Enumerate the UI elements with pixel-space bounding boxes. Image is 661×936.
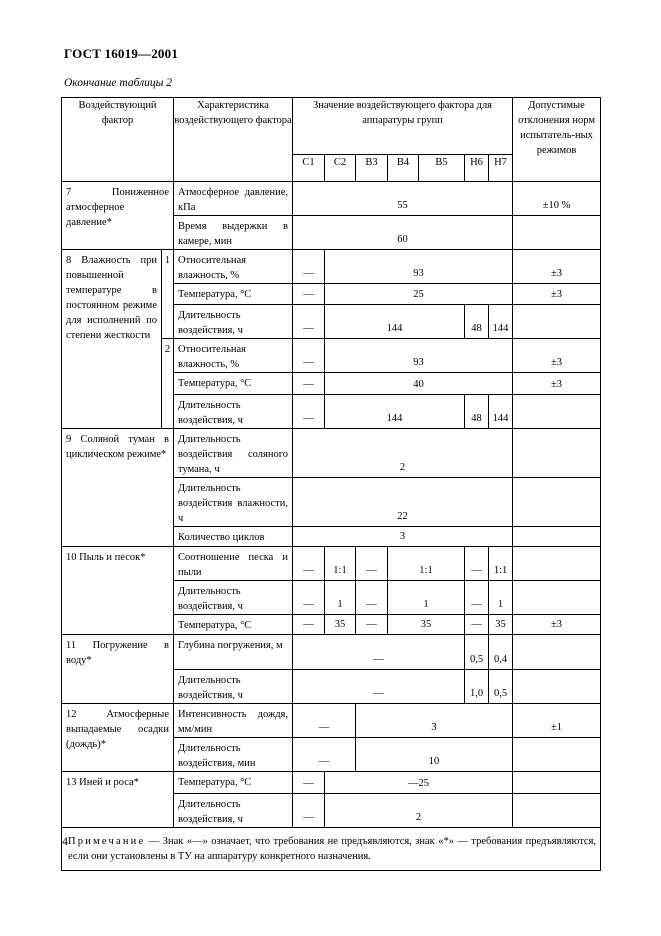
value-9a: 2	[293, 429, 513, 478]
mode-8-2: 2	[162, 339, 174, 429]
v-12b-rest: 10	[356, 738, 513, 772]
v-12a-rest: 3	[356, 704, 513, 738]
char-8-1-temp: Температура, °С	[174, 284, 293, 305]
v-8-1-temp: 25	[325, 284, 513, 305]
v-10a-h6: —	[465, 547, 489, 581]
char-9a: Длительность воздействия соляного тумана, ч	[174, 429, 293, 478]
v-8-2-dur-c1: —	[293, 395, 325, 429]
table-note	[62, 828, 601, 871]
tol-8-2-dur	[513, 395, 601, 429]
v-8-2-hum: 93	[325, 339, 513, 373]
v-8-1-dur: 144	[325, 305, 465, 339]
group-c1: С1	[293, 155, 325, 182]
v-11a-rest: —	[293, 635, 465, 670]
header-tolerance: Допустимые отклонения норм испытатель-ных режимов	[513, 98, 601, 182]
v-8-2-temp-c1: —	[293, 373, 325, 395]
char-10c: Температура, °С	[174, 615, 293, 635]
char-10b: Длительность воздействия, ч	[174, 581, 293, 615]
factor-7: 7 Пониженное атмосферное давление*	[62, 182, 174, 250]
factor-10: 10 Пыль и песок*	[62, 547, 174, 635]
group-h6: Н6	[465, 155, 489, 182]
char-8-2-dur: Длительность воздействия, ч	[174, 395, 293, 429]
table-caption: Окончание таблицы 2	[64, 77, 172, 89]
v-8-1-dur-h6: 48	[465, 305, 489, 339]
v-10b-b3: —	[356, 581, 388, 615]
char-12a: Интенсивность дождя, мм/мин	[174, 704, 293, 738]
tol-11a	[513, 635, 601, 670]
tol-11b	[513, 670, 601, 704]
value-7a: 55	[293, 182, 513, 216]
v-8-2-hum-c1: —	[293, 339, 325, 373]
char-7a: Атмосферное давление, кПа	[174, 182, 293, 216]
tol-8-1-hum: ±3	[513, 250, 601, 284]
v-13a-c1: —	[293, 772, 325, 794]
char-11a: Глубина погружения, м	[174, 635, 293, 670]
char-13b: Длительность воздействия, ч	[174, 794, 293, 828]
v-8-1-dur-h7: 144	[489, 305, 513, 339]
char-9c: Количество циклов	[174, 527, 293, 547]
tol-8-1-temp: ±3	[513, 284, 601, 305]
v-11b-h7: 0,5	[489, 670, 513, 704]
v-8-1-dur-c1: —	[293, 305, 325, 339]
v-8-1-hum-c1: —	[293, 250, 325, 284]
v-10a-b3: —	[356, 547, 388, 581]
tol-9a	[513, 429, 601, 478]
page-number: 4	[62, 834, 68, 848]
v-10c-c2: 35	[325, 615, 356, 635]
tol-13b	[513, 794, 601, 828]
v-11a-h6: 0,5	[465, 635, 489, 670]
v-12a-c: —	[293, 704, 356, 738]
tol-13a	[513, 772, 601, 794]
v-13b-c1: —	[293, 794, 325, 828]
v-12b-c: —	[293, 738, 356, 772]
value-7b: 60	[293, 216, 513, 250]
v-10a-b45: 1:1	[388, 547, 465, 581]
v-13b-rest: 2	[325, 794, 513, 828]
tol-10b	[513, 581, 601, 615]
v-13a-rest: —25	[325, 772, 513, 794]
v-8-2-dur-h7: 144	[489, 395, 513, 429]
factor-13: 13 Иней и роса*	[62, 772, 174, 828]
tol-10a	[513, 547, 601, 581]
tol-8-1-dur	[513, 305, 601, 339]
v-11a-h7: 0,4	[489, 635, 513, 670]
v-8-2-dur-h6: 48	[465, 395, 489, 429]
char-8-2-temp: Температура, °С	[174, 373, 293, 395]
v-10c-h7: 35	[489, 615, 513, 635]
v-10b-c2: 1	[325, 581, 356, 615]
v-10c-c1: —	[293, 615, 325, 635]
factor-12: 12 Атмосферные выпадаемые осадки (дождь)*	[62, 704, 174, 772]
group-b5: В5	[419, 155, 465, 182]
v-10b-h6: —	[465, 581, 489, 615]
v-10c-h6: —	[465, 615, 489, 635]
v-10b-b45: 1	[388, 581, 465, 615]
note-text: — Знак «—» означает, что требования не предъявляются, знак «*» — требования предъявляются, если они установлены в ТУ на аппаратуру конкретного назначения.	[68, 836, 597, 862]
v-10b-h7: 1	[489, 581, 513, 615]
char-7b: Время выдержки в камере, мин	[174, 216, 293, 250]
tol-9b	[513, 478, 601, 527]
v-11b-h6: 1,0	[465, 670, 489, 704]
v-8-1-hum: 93	[325, 250, 513, 284]
group-h7: Н7	[489, 155, 513, 182]
tol-7b	[513, 216, 601, 250]
tol-8-2-temp: ±3	[513, 373, 601, 395]
header-values: Значение воздействующего фактора для аппаратуры групп	[293, 98, 513, 155]
document-title: ГОСТ 16019—2001	[64, 46, 179, 61]
tol-7a: ±10 %	[513, 182, 601, 216]
v-8-2-temp: 40	[325, 373, 513, 395]
group-b3: В3	[356, 155, 388, 182]
v-8-1-temp-c1: —	[293, 284, 325, 305]
group-b4: В4	[388, 155, 419, 182]
v-10a-h7: 1:1	[489, 547, 513, 581]
char-10a: Соотношение песка и пыли	[174, 547, 293, 581]
char-8-2-hum: Относительная влажность, %	[174, 339, 293, 373]
mode-8-1: 1	[162, 250, 174, 339]
factor-8: 8 Влажность при повышенной температуре в постоянном режиме для исполнений по степени жесткости	[62, 250, 162, 429]
header-characteristic: Характеристика воздействующего фактора	[174, 98, 293, 182]
tol-12b	[513, 738, 601, 772]
factor-11: 11 Погружение в воду*	[62, 635, 174, 704]
v-10a-c1: —	[293, 547, 325, 581]
group-c2: С2	[325, 155, 356, 182]
v-10c-b45: 35	[388, 615, 465, 635]
tol-10c: ±3	[513, 615, 601, 635]
tol-9c	[513, 527, 601, 547]
char-12b: Длительность воздействия, мин	[174, 738, 293, 772]
value-9b: 22	[293, 478, 513, 527]
char-9b: Длительность воздействия влажности, ч	[174, 478, 293, 527]
factor-9: 9 Соляной туман в циклическом режиме*	[62, 429, 174, 547]
char-11b: Длительность воздействия, ч	[174, 670, 293, 704]
v-8-2-dur: 144	[325, 395, 465, 429]
char-13a: Температура, °С	[174, 772, 293, 794]
header-factor: Воздействующий фактор	[62, 98, 174, 182]
tol-12a: ±1	[513, 704, 601, 738]
tol-8-2-hum: ±3	[513, 339, 601, 373]
value-9c: 3	[293, 527, 513, 547]
v-10c-b3: —	[356, 615, 388, 635]
char-8-1-dur: Длительность воздействия, ч	[174, 305, 293, 339]
char-8-1-hum: Относительная влажность, %	[174, 250, 293, 284]
test-modes-table	[61, 97, 601, 871]
v-11b-rest: —	[293, 670, 465, 704]
v-10a-c2: 1:1	[325, 547, 356, 581]
note-label: Примечание	[68, 836, 146, 847]
v-10b-c1: —	[293, 581, 325, 615]
